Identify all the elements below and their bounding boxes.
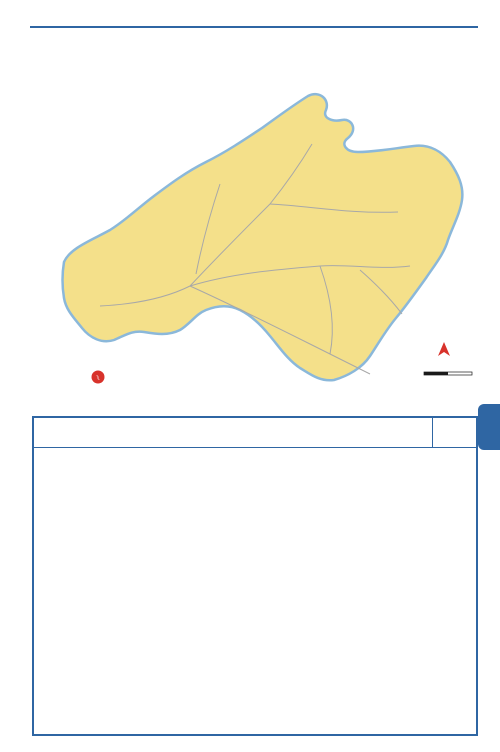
page-header	[30, 8, 478, 28]
island-shape	[63, 94, 463, 380]
mallorca-map	[30, 34, 478, 394]
north-arrow-icon	[438, 342, 450, 356]
map-legend	[92, 371, 105, 384]
map-canvas	[30, 34, 478, 394]
svg-text:⑊: ⑊	[95, 374, 101, 382]
restaurant-table	[32, 416, 478, 736]
table-header	[34, 418, 476, 448]
chapter-tab	[478, 404, 500, 450]
scale-bar	[424, 372, 472, 375]
